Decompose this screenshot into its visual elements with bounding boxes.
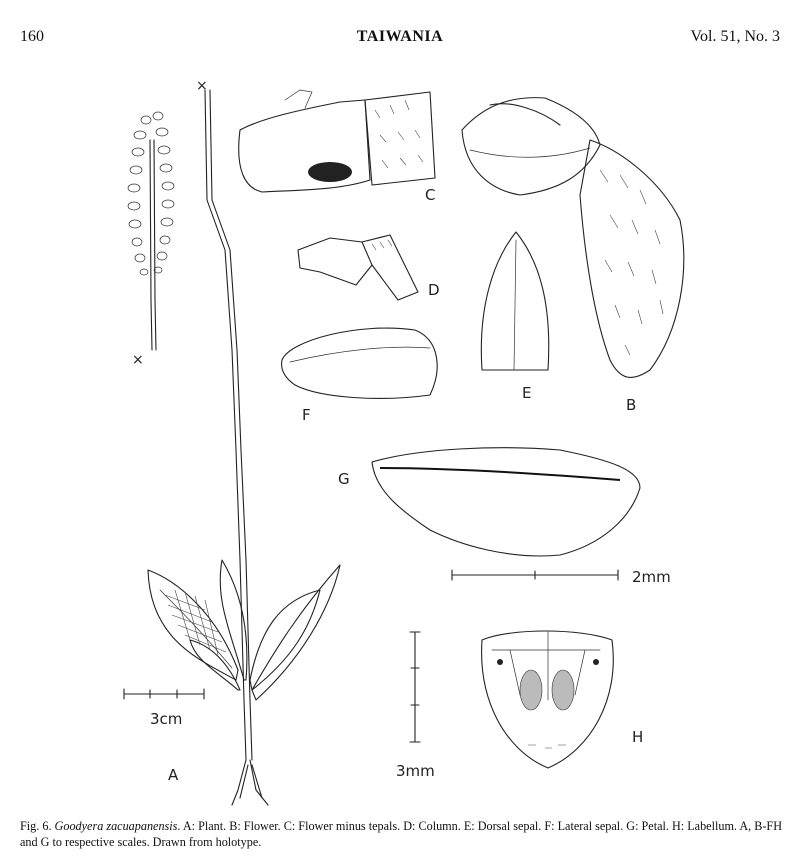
scale-mid-label: 2mm [632, 568, 671, 586]
panel-f-drawing [282, 328, 438, 424]
journal-title: TAIWANIA [356, 28, 444, 45]
caption-text: . A: Plant. B: Flower. C: Flower minus tepals. D: Column. E: Dorsal sepal. F: Lateral sepal. G: Petal. H: Labellum. A, B-FH and G to respective scales. Drawn from holotype. [20, 819, 783, 849]
panel-label-b: B [626, 396, 637, 414]
panel-label-d: D [428, 281, 440, 299]
inflorescence-drawing [128, 112, 174, 368]
panel-label-g: G [338, 470, 350, 488]
panel-label-a: A [168, 766, 179, 784]
botanical-figure [0, 60, 800, 810]
panel-label-f: F [302, 406, 311, 424]
cut-mark-2: × [196, 78, 208, 94]
plant-drawing [124, 78, 340, 805]
panel-d-drawing [298, 235, 440, 300]
caption-fig-number: Fig. 6. [20, 819, 52, 833]
cut-mark-1: × [132, 352, 144, 368]
panel-c-drawing [239, 90, 436, 204]
panel-label-c: C [425, 186, 436, 204]
figure-caption [20, 818, 788, 850]
caption-species: Goodyera zacuapanensis [54, 819, 178, 833]
panel-e-drawing [481, 232, 548, 402]
volume-info: Vol. 51, No. 3 [690, 28, 780, 45]
panel-b-drawing [462, 98, 684, 414]
panel-label-e: E [522, 384, 532, 402]
scale-labellum-label: 3mm [396, 762, 435, 780]
scale-plant-label: 3cm [150, 710, 183, 728]
page-header [20, 28, 780, 48]
page-number: 160 [20, 28, 44, 45]
panel-g-drawing [338, 448, 671, 586]
panel-h-drawing [396, 631, 643, 780]
panel-label-h: H [632, 728, 644, 746]
